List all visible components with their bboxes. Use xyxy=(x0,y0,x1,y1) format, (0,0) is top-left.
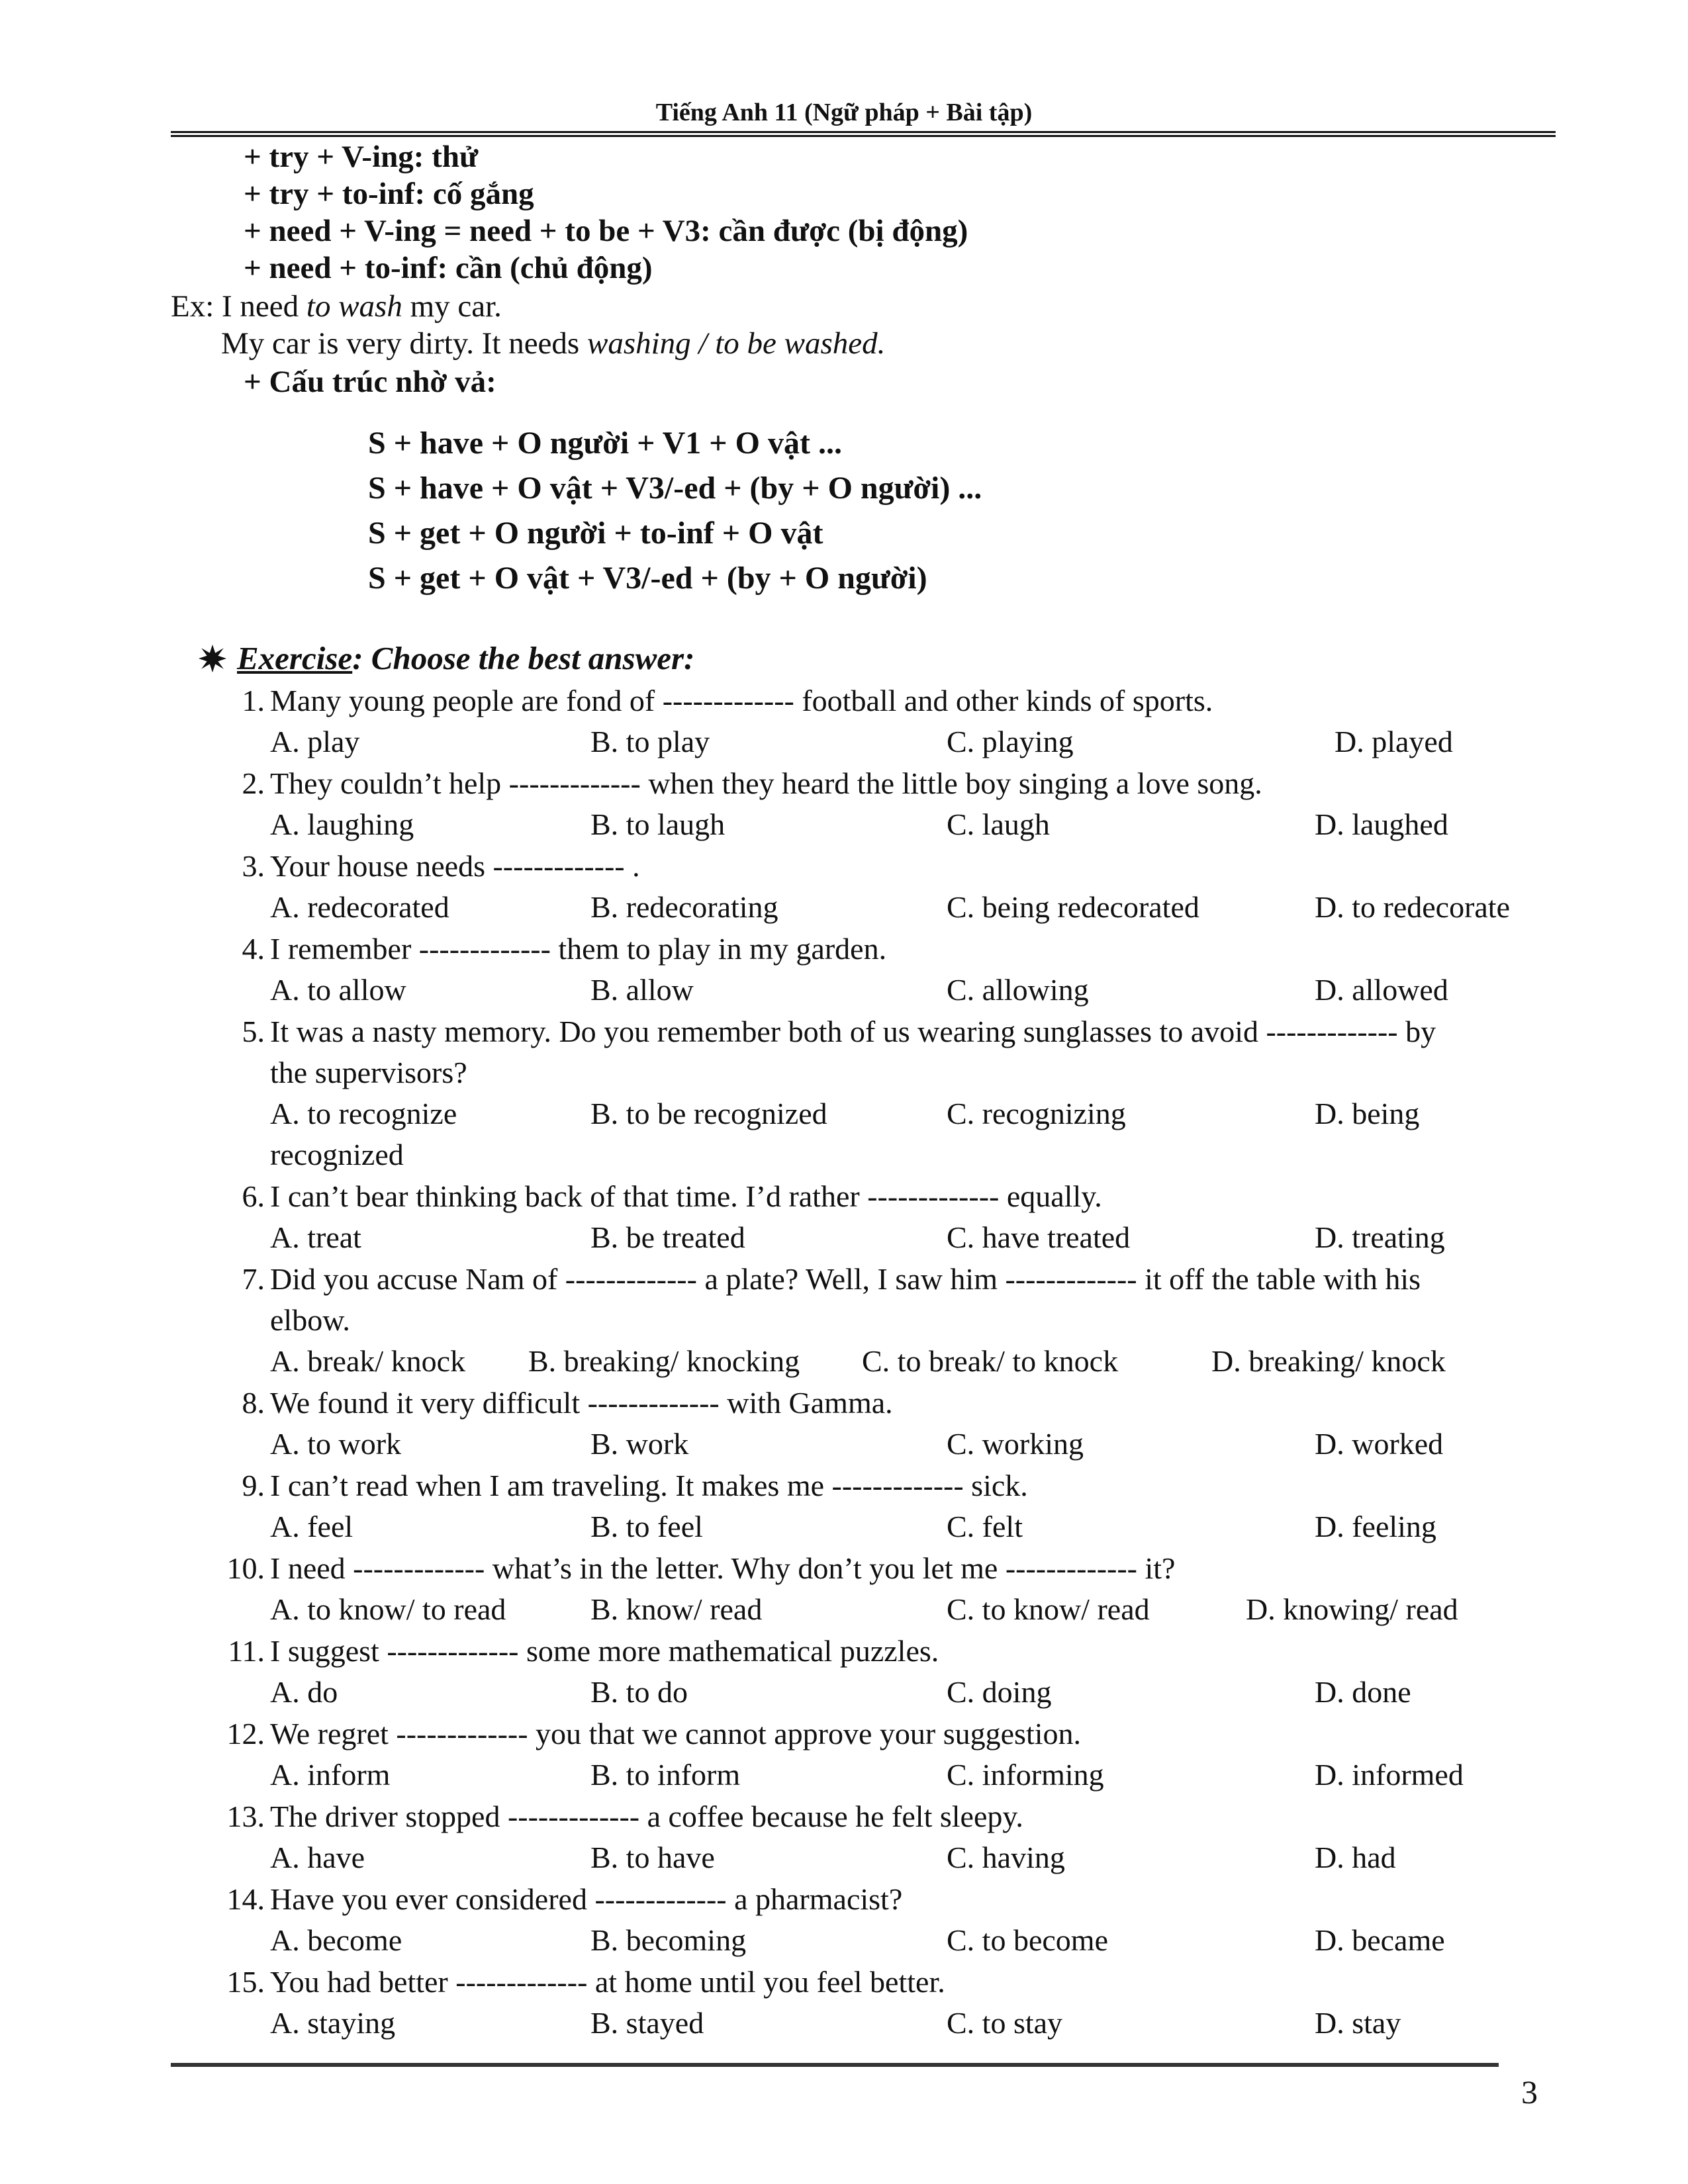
option-7c: C. to break/ to knock xyxy=(862,1344,1119,1378)
question-text: Did you accuse Nam of ------------- a plate? Well, I saw him ------------- it off the table with his xyxy=(270,1262,1421,1296)
question-2 xyxy=(242,766,1262,800)
question-12 xyxy=(226,1717,1082,1751)
option-13c: C. having xyxy=(947,1841,1065,1874)
option-10d: D. knowing/ read xyxy=(1246,1592,1458,1626)
rule-need-toinf: + need + to-inf: cần (chủ động) xyxy=(244,251,653,285)
question-number: 8. xyxy=(242,1386,265,1420)
question-13 xyxy=(226,1799,1023,1833)
question-text: Many young people are fond of ------------- football and other kinds of sports. xyxy=(270,684,1213,717)
option-14a: A. become xyxy=(270,1923,402,1957)
question-number: 1. xyxy=(242,684,265,717)
option-7b: B. breaking/ knocking xyxy=(528,1344,800,1378)
question-number: 5. xyxy=(242,1015,265,1048)
option-3a: A. redecorated xyxy=(270,890,449,924)
question-6 xyxy=(242,1179,1102,1213)
option-10b: B. know/ read xyxy=(590,1592,763,1626)
option-1a: A. play xyxy=(270,725,360,758)
question-text: We found it very difficult ------------- with Gamma. xyxy=(270,1386,893,1420)
question-number: 14. xyxy=(226,1882,265,1916)
example-1-prefix: Ex: I need xyxy=(171,289,306,324)
structure-2: S + have + O vật + V3/-ed + (by + O người) ... xyxy=(368,471,982,506)
question-1 xyxy=(242,684,1213,717)
option-3d: D. to redecorate xyxy=(1315,890,1511,924)
example-1-italic: to wash xyxy=(306,289,402,324)
question-text: I can’t bear thinking back of that time. I’d rather ------------- equally. xyxy=(270,1179,1102,1213)
option-4b: B. allow xyxy=(590,973,694,1007)
page-number: 3 xyxy=(1521,2073,1538,2111)
option-8b: B. work xyxy=(590,1427,689,1461)
option-2d: D. laughed xyxy=(1315,807,1448,841)
option-13b: B. to have xyxy=(590,1841,715,1874)
example-2 xyxy=(221,328,885,359)
star-burst-icon xyxy=(199,645,226,672)
option-15d: D. stay xyxy=(1315,2006,1401,2040)
option-11a: A. do xyxy=(270,1675,338,1709)
option-1b: B. to play xyxy=(590,725,710,758)
page-header-title: Tiếng Anh 11 (Ngữ pháp + Bài tập) xyxy=(655,99,1033,126)
question-text: I suggest ------------- some more mathematical puzzles. xyxy=(270,1634,939,1668)
rule-try-ving: + try + V-ing: thử xyxy=(244,140,479,174)
question-number: 3. xyxy=(242,849,265,883)
option-5d: D. being xyxy=(1315,1097,1420,1130)
option-5b: B. to be recognized xyxy=(590,1097,827,1130)
option-12d: D. informed xyxy=(1315,1758,1464,1792)
question-8 xyxy=(242,1386,893,1420)
option-12b: B. to inform xyxy=(590,1758,741,1792)
exercise-instruction: : Choose the best answer: xyxy=(352,640,695,676)
option-6b: B. be treated xyxy=(590,1220,745,1254)
option-14b: B. becoming xyxy=(590,1923,747,1957)
question-7 xyxy=(242,1262,1421,1296)
question-text: It was a nasty memory. Do you remember both of us wearing sunglasses to avoid ------------- by xyxy=(270,1015,1436,1048)
option-15a: A. staying xyxy=(270,2006,396,2040)
option-14c: C. to become xyxy=(947,1923,1108,1957)
question-9 xyxy=(242,1469,1028,1502)
option-9d: D. feeling xyxy=(1315,1510,1436,1543)
option-1c: C. playing xyxy=(947,725,1074,758)
question-number: 15. xyxy=(226,1965,265,1999)
option-14d: D. became xyxy=(1315,1923,1445,1957)
option-6a: A. treat xyxy=(270,1220,361,1254)
option-5a: A. to recognize xyxy=(270,1097,457,1130)
option-3b: B. redecorating xyxy=(590,890,778,924)
question-14 xyxy=(226,1882,903,1916)
option-10a: A. to know/ to read xyxy=(270,1592,506,1626)
question-number: 13. xyxy=(226,1799,265,1833)
structure-4: S + get + O vật + V3/-ed + (by + O người) xyxy=(368,561,927,596)
question-number: 9. xyxy=(242,1469,265,1502)
header-double-rule xyxy=(171,131,1556,137)
question-number: 6. xyxy=(242,1179,265,1213)
question-4 xyxy=(242,932,887,966)
option-8d: D. worked xyxy=(1315,1427,1444,1461)
example-1-suffix: my car. xyxy=(402,289,502,324)
question-3 xyxy=(242,849,640,883)
question-number: 4. xyxy=(242,932,265,966)
example-2-italic: washing / to be washed. xyxy=(586,326,886,361)
question-text: You had better ------------- at home until you feel better. xyxy=(270,1965,945,1999)
option-7d: D. breaking/ knock xyxy=(1211,1344,1446,1378)
option-9c: C. felt xyxy=(947,1510,1023,1543)
option-4d: D. allowed xyxy=(1315,973,1448,1007)
footer-rule xyxy=(171,2063,1499,2067)
rule-try-toinf: + try + to-inf: cố gắng xyxy=(244,177,534,211)
option-12a: A. inform xyxy=(270,1758,391,1792)
option-15b: B. stayed xyxy=(590,2006,704,2040)
question-11 xyxy=(228,1634,939,1668)
option-15c: C. to stay xyxy=(947,2006,1063,2040)
option-11d: D. done xyxy=(1315,1675,1411,1709)
option-5d-wrap: recognized xyxy=(270,1138,404,1171)
option-6c: C. have treated xyxy=(947,1220,1131,1254)
question-text: The driver stopped ------------- a coffee because he felt sleepy. xyxy=(270,1799,1023,1833)
question-text: We regret ------------- you that we cannot approve your suggestion. xyxy=(270,1717,1082,1751)
example-2-prefix: My car is very dirty. It needs xyxy=(221,326,587,361)
question-number: 10. xyxy=(226,1551,265,1585)
question-7-continued: elbow. xyxy=(270,1303,350,1337)
option-2a: A. laughing xyxy=(270,807,414,841)
option-12c: C. informing xyxy=(947,1758,1104,1792)
option-4c: C. allowing xyxy=(947,973,1089,1007)
causative-title: + Cấu trúc nhờ vả: xyxy=(244,365,496,399)
option-13d: D. had xyxy=(1315,1841,1396,1874)
question-10 xyxy=(226,1551,1176,1585)
question-number: 12. xyxy=(226,1717,265,1751)
exercise-heading xyxy=(199,639,694,677)
option-8a: A. to work xyxy=(270,1427,402,1461)
rule-need-ving: + need + V-ing = need + to be + V3: cần được (bị động) xyxy=(244,214,968,248)
question-text: They couldn’t help ------------- when they heard the little boy singing a love song. xyxy=(270,766,1262,800)
question-15 xyxy=(226,1965,945,1999)
question-number: 11. xyxy=(228,1634,265,1668)
option-2c: C. laugh xyxy=(947,807,1050,841)
option-6d: D. treating xyxy=(1315,1220,1445,1254)
option-7a: A. break/ knock xyxy=(270,1344,466,1378)
option-5c: C. recognizing xyxy=(947,1097,1126,1130)
question-text: I can’t read when I am traveling. It makes me ------------- sick. xyxy=(270,1469,1028,1502)
option-11c: C. doing xyxy=(947,1675,1052,1709)
option-9a: A. feel xyxy=(270,1510,353,1543)
example-1 xyxy=(171,291,502,322)
question-text: I remember ------------- them to play in my garden. xyxy=(270,932,887,966)
question-5 xyxy=(242,1015,1436,1048)
question-number: 2. xyxy=(242,766,265,800)
structure-1: S + have + O người + V1 + O vật ... xyxy=(368,426,842,461)
structure-3: S + get + O người + to-inf + O vật xyxy=(368,516,823,551)
question-text: Have you ever considered ------------- a pharmacist? xyxy=(270,1882,903,1916)
option-4a: A. to allow xyxy=(270,973,406,1007)
exercise-label: Exercise xyxy=(237,640,353,676)
option-9b: B. to feel xyxy=(590,1510,703,1543)
option-13a: A. have xyxy=(270,1841,365,1874)
option-3c: C. being redecorated xyxy=(947,890,1199,924)
question-text: I need ------------- what’s in the letter. Why don’t you let me ------------- it? xyxy=(270,1551,1176,1585)
option-2b: B. to laugh xyxy=(590,807,726,841)
question-number: 7. xyxy=(242,1262,265,1296)
option-8c: C. working xyxy=(947,1427,1084,1461)
option-11b: B. to do xyxy=(590,1675,688,1709)
question-text: Your house needs ------------- . xyxy=(270,849,640,883)
option-1d: D. played xyxy=(1335,725,1453,758)
question-5-continued: the supervisors? xyxy=(270,1056,467,1089)
option-10c: C. to know/ read xyxy=(947,1592,1150,1626)
